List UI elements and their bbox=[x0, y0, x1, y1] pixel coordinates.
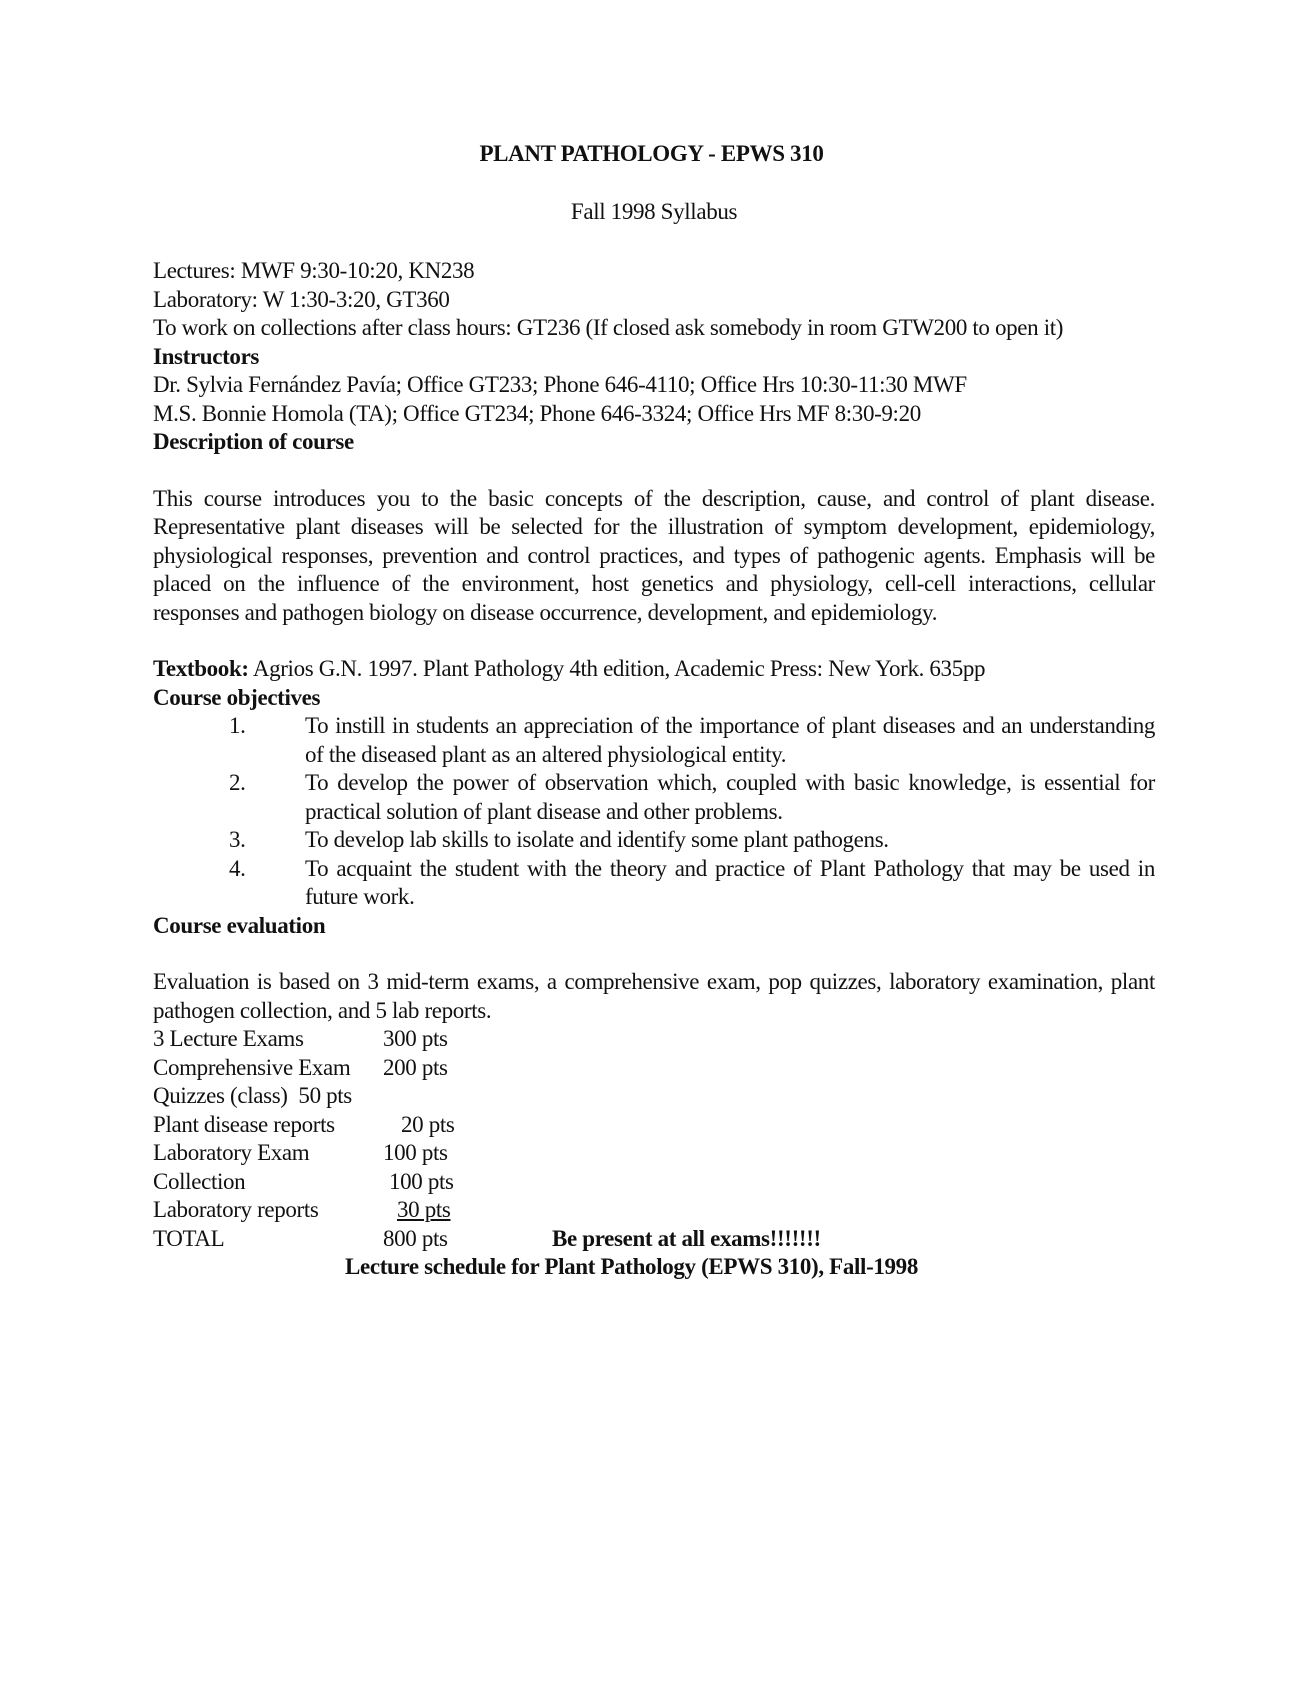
lectures-line: Lectures: MWF 9:30-10:20, KN238 bbox=[153, 258, 475, 283]
collections-line: To work on collections after class hours: GT236 (If closed ask somebody in room GTW200 to open it) bbox=[153, 315, 1064, 340]
objective-number: 2. bbox=[229, 770, 246, 795]
evaluation-text: Evaluation is based on 3 mid-term exams, a comprehensive exam, pop quizzes, laboratory examination, plant pathogen collection, and 5 lab reports. bbox=[153, 969, 1155, 1023]
total-row bbox=[153, 1225, 1155, 1254]
points-label: Laboratory Exam bbox=[153, 1140, 310, 1165]
textbook-line bbox=[153, 655, 1155, 684]
points-label: Comprehensive Exam bbox=[153, 1054, 351, 1080]
table-row bbox=[153, 1111, 455, 1140]
points-table bbox=[153, 1025, 455, 1225]
points-label: 3 Lecture Exams bbox=[153, 1026, 304, 1051]
points-label: Quizzes (class) bbox=[153, 1083, 288, 1108]
points-label: Plant disease reports bbox=[153, 1111, 335, 1137]
table-row bbox=[153, 1082, 455, 1111]
list-item bbox=[153, 855, 1155, 912]
schedule-title: Lecture schedule for Plant Pathology (EPWS 310), Fall-1998 bbox=[345, 1254, 918, 1279]
document-title: PLANT PATHOLOGY - EPWS 310 bbox=[479, 141, 824, 166]
course-info bbox=[153, 257, 1155, 428]
points-value-underlined: 30 pts bbox=[397, 1197, 451, 1222]
list-item bbox=[153, 712, 1155, 769]
description-text: This course introduces you to the basic concepts of the description, cause, and control of plant disease. Representative plant diseases will be selected for the illustration of symptom development, epidemiology, physiological responses, prevention and control practices, and types of pathogenic agents. Emphasis will be placed on the influence of the environment, host genetics and physiology, cell-cell interactions, cellular responses and pathogen biology on disease occurrence, development, and epidemiology. bbox=[153, 485, 1155, 625]
objectives-heading: Course objectives bbox=[153, 684, 321, 710]
exam-warning: Be present at all exams!!!!!!! bbox=[552, 1225, 821, 1251]
table-row bbox=[153, 1054, 455, 1083]
points-value: 100 pts bbox=[389, 1168, 454, 1194]
document-subtitle: Fall 1998 Syllabus bbox=[570, 199, 738, 224]
points-value: 100 pts bbox=[383, 1140, 448, 1165]
total-label: TOTAL bbox=[153, 1225, 225, 1251]
instructor-primary: Dr. Sylvia Fernández Pavía; Office GT233; Phone 646-4110; Office Hrs 10:30-11:30 MWF bbox=[153, 372, 967, 397]
objectives-list bbox=[153, 712, 1155, 912]
evaluation-heading: Course evaluation bbox=[153, 912, 326, 938]
objective-number: 1. bbox=[229, 713, 246, 738]
description-heading: Description of course bbox=[153, 429, 354, 454]
table-row bbox=[153, 1196, 455, 1225]
instructors-heading: Instructors bbox=[153, 343, 260, 369]
list-item bbox=[153, 769, 1155, 826]
points-value: 300 pts bbox=[383, 1026, 448, 1051]
objective-number: 3. bbox=[229, 827, 246, 852]
textbook-text: Agrios G.N. 1997. Plant Pathology 4th edition, Academic Press: New York. 635pp bbox=[248, 656, 986, 681]
table-row bbox=[153, 1139, 455, 1168]
objective-text: To develop lab skills to isolate and identify some plant pathogens. bbox=[305, 827, 889, 852]
table-row bbox=[153, 1025, 455, 1054]
points-label: Collection bbox=[153, 1168, 246, 1194]
objective-text: To instill in students an appreciation of the importance of plant diseases and an understanding of the diseased plant as an altered physiological entity. bbox=[305, 713, 1155, 767]
list-item bbox=[153, 826, 1155, 855]
instructor-ta: M.S. Bonnie Homola (TA); Office GT234; Phone 646-3324; Office Hrs MF 8:30-9:20 bbox=[153, 400, 921, 426]
textbook-label: Textbook: bbox=[153, 656, 249, 681]
objective-text: To develop the power of observation which, coupled with basic knowledge, is essential for practical solution of plant disease and other problems. bbox=[305, 770, 1155, 824]
points-label-inline bbox=[153, 1082, 455, 1111]
objective-text: To acquaint the student with the theory and practice of Plant Pathology that may be used in future work. bbox=[305, 855, 1155, 909]
objective-number: 4. bbox=[229, 855, 246, 881]
total-points: 800 pts bbox=[383, 1225, 448, 1251]
syllabus-page bbox=[153, 140, 1155, 1282]
points-label: Laboratory reports bbox=[153, 1197, 319, 1222]
laboratory-line: Laboratory: W 1:30-3:20, GT360 bbox=[153, 286, 450, 312]
points-value: 50 pts bbox=[298, 1083, 352, 1108]
points-value: 20 pts bbox=[401, 1111, 455, 1137]
table-row bbox=[153, 1168, 455, 1197]
points-value bbox=[383, 1196, 455, 1225]
points-value: 200 pts bbox=[383, 1054, 448, 1080]
